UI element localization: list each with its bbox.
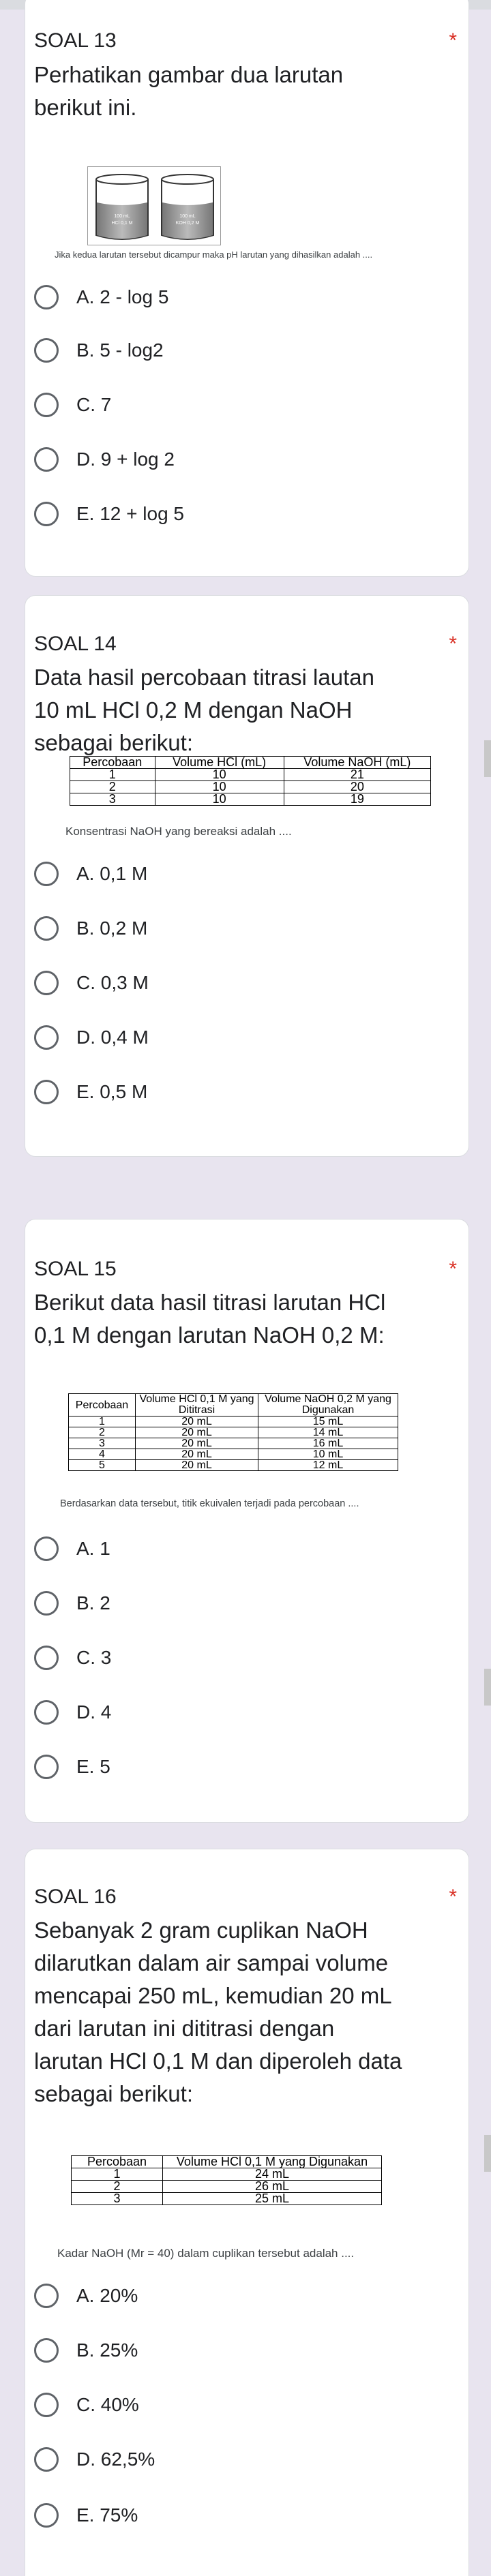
scroll-indicator[interactable] xyxy=(484,740,491,777)
option-14-d[interactable]: D. 0,4 M xyxy=(34,1021,149,1054)
option-14-a[interactable]: A. 0,1 M xyxy=(34,858,147,890)
question-text-14: Data hasil percobaan titrasi lautan 10 mL HCl 0,2 M dengan NaOH sebagai berikut: xyxy=(34,665,374,755)
option-15-b[interactable]: B. 2 xyxy=(34,1587,110,1620)
beaker-right xyxy=(162,175,213,239)
radio-circle-icon[interactable] xyxy=(34,1025,59,1050)
question-text-16: Sebanyak 2 gram cuplikan NaOH dilarutkan dalam air sampai volume mencapai 250 mL, kemudian 20 mL dari larutan ini dititrasi dengan larutan HCl 0,1 M dan diperoleh data sebagai berikut: xyxy=(34,1918,402,2106)
option-16-e[interactable]: E. 75% xyxy=(34,2499,138,2532)
option-16-b[interactable]: B. 25% xyxy=(34,2334,138,2367)
required-asterisk-14: * xyxy=(449,633,457,655)
question-title-15: SOAL 15 xyxy=(34,1258,117,1280)
question-caption-15: Berdasarkan data tersebut, titik ekuivalen terjadi pada percobaan .... xyxy=(60,1498,359,1509)
radio-circle-icon[interactable] xyxy=(34,971,59,995)
question-text-15: Berikut data hasil titrasi larutan HCl 0,1 M dengan larutan NaOH 0,2 M: xyxy=(34,1290,386,1348)
option-16-d[interactable]: D. 62,5% xyxy=(34,2443,155,2476)
table-row: 1 24 mL xyxy=(72,2168,382,2181)
option-13-d[interactable]: D. 9 + log 2 xyxy=(34,443,175,476)
svg-text:100 mL: 100 mL xyxy=(114,214,130,219)
question-title-14: SOAL 14 xyxy=(34,633,117,655)
option-15-c[interactable]: C. 3 xyxy=(34,1641,111,1674)
required-asterisk-13: * xyxy=(449,29,457,52)
radio-circle-icon[interactable] xyxy=(34,1646,59,1670)
table-header-row: Percobaan Volume HCl 0,1 M yang Dititrasi Volume NaOH 0,2 M yang Digunakan xyxy=(69,1394,398,1416)
radio-circle-icon[interactable] xyxy=(34,338,59,363)
option-14-c[interactable]: C. 0,3 M xyxy=(34,967,149,999)
radio-circle-icon[interactable] xyxy=(34,862,59,886)
option-13-c[interactable]: C. 7 xyxy=(34,389,111,421)
titration-table-15 xyxy=(68,1393,398,1471)
table-row: 2 20 mL 14 mL xyxy=(69,1427,398,1438)
question-text-13: Perhatikan gambar dua larutan berikut ini. xyxy=(34,62,344,120)
scroll-indicator[interactable] xyxy=(484,1669,491,1706)
svg-text:KOH 0,2 M: KOH 0,2 M xyxy=(175,221,200,226)
beaker-left xyxy=(96,175,148,239)
radio-circle-icon[interactable] xyxy=(34,2338,59,2363)
option-14-e[interactable]: E. 0,5 M xyxy=(34,1076,147,1108)
radio-circle-icon[interactable] xyxy=(34,2503,59,2528)
radio-circle-icon[interactable] xyxy=(34,2284,59,2308)
beakers-image xyxy=(87,166,221,245)
table-row: 5 20 mL 12 mL xyxy=(69,1460,398,1471)
table-row: 1 10 21 xyxy=(70,769,431,781)
option-16-a[interactable]: A. 20% xyxy=(34,2279,138,2312)
radio-circle-icon[interactable] xyxy=(34,2447,59,2472)
option-15-d[interactable]: D. 4 xyxy=(34,1696,111,1729)
required-asterisk-15: * xyxy=(449,1258,457,1280)
option-16-c[interactable]: C. 40% xyxy=(34,2389,139,2421)
table-row: 3 25 mL xyxy=(72,2193,382,2205)
required-asterisk-16: * xyxy=(449,1885,457,1908)
svg-text:HCl 0,1 M: HCl 0,1 M xyxy=(111,221,133,226)
question-caption-13: Jika kedua larutan tersebut dicampur maka pH larutan yang dihasilkan adalah .... xyxy=(55,249,373,260)
table-row: 4 20 mL 10 mL xyxy=(69,1449,398,1460)
titration-table-16 xyxy=(71,2155,382,2205)
option-15-e[interactable]: E. 5 xyxy=(34,1751,110,1783)
table-row: 2 10 20 xyxy=(70,781,431,793)
question-title-16: SOAL 16 xyxy=(34,1885,117,1908)
radio-circle-icon[interactable] xyxy=(34,1700,59,1725)
question-caption-14: Konsentrasi NaOH yang bereaksi adalah .... xyxy=(65,825,292,838)
radio-circle-icon[interactable] xyxy=(34,285,59,309)
radio-circle-icon[interactable] xyxy=(34,393,59,417)
table-header-row: Percobaan Volume HCl (mL) Volume NaOH (mL) xyxy=(70,757,431,769)
radio-circle-icon[interactable] xyxy=(34,1536,59,1561)
question-title-13: SOAL 13 xyxy=(34,29,117,52)
table-header-row: Percobaan Volume HCl 0,1 M yang Digunakan xyxy=(72,2156,382,2168)
svg-text:100 mL: 100 mL xyxy=(179,214,196,219)
titration-table-14 xyxy=(70,756,431,806)
table-row: 3 10 19 xyxy=(70,793,431,806)
radio-circle-icon[interactable] xyxy=(34,2393,59,2417)
radio-circle-icon[interactable] xyxy=(34,502,59,526)
question-caption-16: Kadar NaOH (Mr = 40) dalam cuplikan tersebut adalah .... xyxy=(57,2247,355,2260)
radio-circle-icon[interactable] xyxy=(34,1755,59,1779)
table-row: 3 20 mL 16 mL xyxy=(69,1438,398,1449)
radio-circle-icon[interactable] xyxy=(34,1080,59,1104)
option-13-b[interactable]: B. 5 - log2 xyxy=(34,334,164,367)
option-14-b[interactable]: B. 0,2 M xyxy=(34,912,147,945)
option-13-a[interactable]: A. 2 - log 5 xyxy=(34,281,168,314)
scroll-indicator[interactable] xyxy=(484,2135,491,2172)
radio-circle-icon[interactable] xyxy=(34,447,59,472)
option-15-a[interactable]: A. 1 xyxy=(34,1532,110,1565)
table-row: 2 26 mL xyxy=(72,2181,382,2193)
radio-circle-icon[interactable] xyxy=(34,1591,59,1616)
beakers-illustration xyxy=(88,167,222,246)
option-13-e[interactable]: E. 12 + log 5 xyxy=(34,498,184,530)
table-row: 1 20 mL 15 mL xyxy=(69,1416,398,1427)
radio-circle-icon[interactable] xyxy=(34,916,59,941)
